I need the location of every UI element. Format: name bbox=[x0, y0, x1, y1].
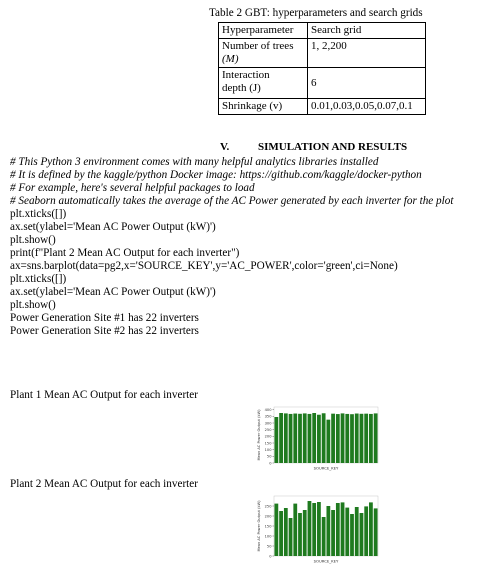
output-line: Power Generation Site #1 has 22 inverters bbox=[10, 312, 199, 324]
param-line: Number of trees bbox=[222, 40, 294, 52]
bar bbox=[341, 413, 345, 463]
code-line: # For example, here's several helpful packages to load bbox=[10, 182, 255, 194]
bar bbox=[279, 511, 283, 556]
bar bbox=[303, 510, 307, 556]
code-line: # This Python 3 environment comes with many helpful analytics libraries installed bbox=[10, 156, 379, 168]
bar bbox=[312, 413, 316, 463]
bar bbox=[298, 414, 302, 463]
y-tick-label: 200 bbox=[264, 434, 272, 439]
bar bbox=[369, 502, 373, 556]
plant1-bar-chart bbox=[254, 404, 382, 472]
bar bbox=[369, 414, 373, 463]
bar bbox=[279, 413, 283, 463]
section-title: SIMULATION AND RESULTS bbox=[258, 141, 408, 153]
bar bbox=[274, 417, 278, 463]
code-line: print(f"Plant 2 Mean AC Output for each inverter") bbox=[10, 247, 240, 259]
bar bbox=[293, 504, 297, 556]
bar bbox=[345, 508, 349, 556]
bar bbox=[322, 413, 326, 463]
code-line: ax.set(ylabel='Mean AC Power Output (kW)') bbox=[10, 286, 216, 298]
table-header-row bbox=[219, 23, 426, 39]
bar bbox=[345, 414, 349, 463]
y-tick-label: 50 bbox=[266, 544, 272, 549]
bar bbox=[298, 513, 302, 556]
table-cell bbox=[219, 68, 308, 99]
bar bbox=[284, 508, 288, 556]
table-row bbox=[219, 99, 426, 115]
y-tick-label: 200 bbox=[264, 514, 272, 519]
bar bbox=[308, 501, 312, 556]
table-caption: Table 2 GBT: hyperparameters and search grids bbox=[209, 7, 423, 19]
output-line: Power Generation Site #2 has 22 inverters bbox=[10, 325, 199, 337]
table-cell: 1, 2,200 bbox=[308, 39, 426, 68]
table-row bbox=[219, 68, 426, 99]
code-line: plt.show() bbox=[10, 299, 56, 311]
x-axis-label: SOURCE_KEY bbox=[313, 558, 339, 564]
section-number: V. bbox=[220, 141, 230, 153]
code-line: ax=sns.barplot(data=pg2,x='SOURCE_KEY',y='AC_POWER',color='green',ci=None) bbox=[10, 260, 398, 272]
bar bbox=[350, 414, 354, 463]
bar bbox=[364, 506, 368, 556]
bar bbox=[336, 503, 340, 556]
y-axis-label: Mean AC Power Output (kW) bbox=[257, 500, 261, 552]
table-row bbox=[219, 39, 426, 68]
bar bbox=[331, 510, 335, 556]
bar bbox=[308, 414, 312, 463]
y-tick-label: 150 bbox=[264, 524, 272, 529]
bar bbox=[274, 504, 278, 556]
bar bbox=[284, 413, 288, 463]
code-line: plt.show() bbox=[10, 234, 56, 246]
code-line: ax.set(ylabel='Mean AC Power Output (kW)') bbox=[10, 221, 216, 233]
code-line: # Seaborn automatically takes the average of the AC Power generated by each inverter for the plot bbox=[10, 195, 454, 207]
bar bbox=[326, 506, 330, 556]
table-cell bbox=[219, 39, 308, 68]
bar bbox=[289, 518, 293, 556]
code-block bbox=[10, 156, 500, 338]
bar bbox=[312, 503, 316, 556]
bar bbox=[350, 514, 354, 556]
bar bbox=[336, 414, 340, 463]
bar bbox=[355, 507, 359, 556]
y-tick-label: 100 bbox=[264, 447, 272, 452]
bar bbox=[317, 415, 321, 463]
bar bbox=[341, 502, 345, 556]
x-axis-label: SOURCE_KEY bbox=[313, 465, 339, 471]
plot2-label: Plant 2 Mean AC Output for each inverter bbox=[10, 478, 198, 490]
y-tick-label: 50 bbox=[266, 454, 272, 459]
bar bbox=[317, 502, 321, 556]
y-tick-label: 300 bbox=[264, 421, 272, 426]
bar bbox=[331, 414, 335, 463]
y-tick-label: 100 bbox=[264, 534, 272, 539]
y-tick-label: 250 bbox=[264, 504, 272, 509]
y-tick-label: 400 bbox=[264, 407, 272, 412]
bar bbox=[289, 414, 293, 463]
bar bbox=[303, 413, 307, 463]
column-header: Hyperparameter bbox=[219, 23, 308, 39]
plot1-label: Plant 1 Mean AC Output for each inverter bbox=[10, 389, 198, 401]
param-line: Interaction bbox=[222, 69, 270, 81]
y-tick-label: 350 bbox=[264, 414, 272, 419]
bar bbox=[364, 414, 368, 463]
code-line: plt.xticks([]) bbox=[10, 208, 67, 220]
bar bbox=[374, 508, 378, 556]
y-tick-label: 150 bbox=[264, 441, 272, 446]
bar bbox=[293, 414, 297, 463]
section-heading bbox=[220, 141, 407, 154]
param-line: (M) bbox=[222, 53, 239, 65]
table-cell: Shrinkage (v) bbox=[219, 99, 308, 115]
param-line: depth (J) bbox=[222, 82, 261, 94]
y-tick-label: 0 bbox=[269, 461, 272, 466]
plant2-bar-chart bbox=[254, 493, 382, 565]
y-tick-label: 250 bbox=[264, 427, 272, 432]
code-line: # It is defined by the kaggle/python Docker image: https://github.com/kaggle/docker-python bbox=[10, 169, 422, 181]
bar bbox=[326, 420, 330, 463]
y-tick-label: 0 bbox=[269, 554, 272, 559]
bar bbox=[322, 517, 326, 556]
column-header: Search grid bbox=[308, 23, 426, 39]
y-axis-label: Mean AC Power Output (kW) bbox=[257, 409, 261, 461]
table-cell: 0.01,0.03,0.05,0.07,0.1 bbox=[308, 99, 426, 115]
code-line: plt.xticks([]) bbox=[10, 273, 67, 285]
hyperparameter-table bbox=[218, 22, 426, 115]
table-cell: 6 bbox=[308, 68, 426, 99]
bar bbox=[355, 414, 359, 463]
bar bbox=[360, 513, 364, 556]
bar bbox=[360, 414, 364, 463]
bar bbox=[374, 413, 378, 463]
